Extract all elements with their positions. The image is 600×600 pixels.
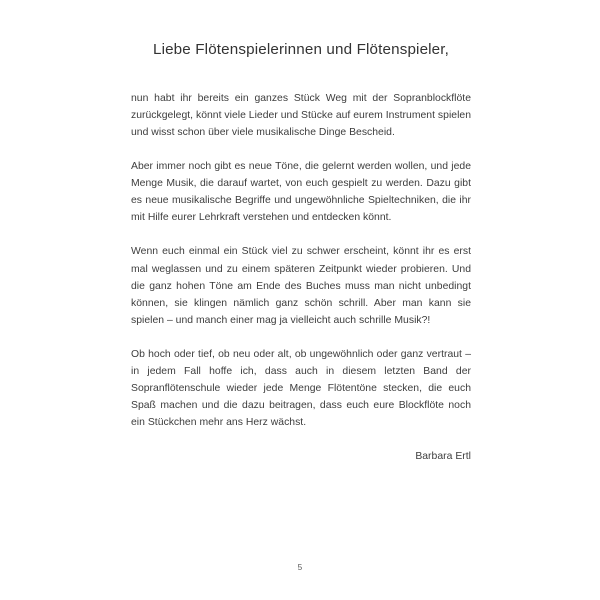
- page-number: 5: [297, 563, 303, 572]
- letter-paragraph: Wenn euch einmal ein Stück viel zu schwer erscheint, könnt ihr es erst mal weglassen und zu einem späteren Zeitpunkt wieder probieren. Und die ganz hohen Töne am Ende des Buches muss man nicht unbedingt können, sie klingen nämlich ganz schön schrill. Aber man kann sie spielen – und manch einer mag ja vielleicht auch schrille Musik?!: [131, 246, 471, 326]
- signature-name: Barbara Ertl: [415, 451, 471, 463]
- letter-paragraph: Aber immer noch gibt es neue Töne, die gelernt werden wollen, und jede Menge Musik, die darauf wartet, von euch gespielt zu werden. Dazu gibt es neue musikalische Begriffe und ungewöhnliche Spieltechniken, die ihr mit Hilfe eurer Lehrkraft verstehen und entdecken könnt.: [131, 161, 471, 224]
- letter-paragraph: Ob hoch oder tief, ob neu oder alt, ob ungewöhnlich oder ganz vertraut – in jedem Fall hoffe ich, dass auch in diesem letzten Band der Sopranflötenschule wieder jede Menge Flötentöne stecken, die euch Spaß machen und die dazu beitragen, dass euch eure Blockflöte noch ein Stückchen mehr ans Herz wächst.: [131, 348, 471, 429]
- page-title: Liebe Flötenspielerinnen und Flötenspieler,: [152, 41, 450, 58]
- letter-body: [131, 40, 471, 465]
- letter-paragraph: nun habt ihr bereits ein ganzes Stück Weg mit der Sopranblockflöte zurückgelegt, könnt viele Lieder und Stücke auf eurem Instrument spielen und wisst schon über viele musikalische Dinge Bescheid.: [131, 92, 471, 138]
